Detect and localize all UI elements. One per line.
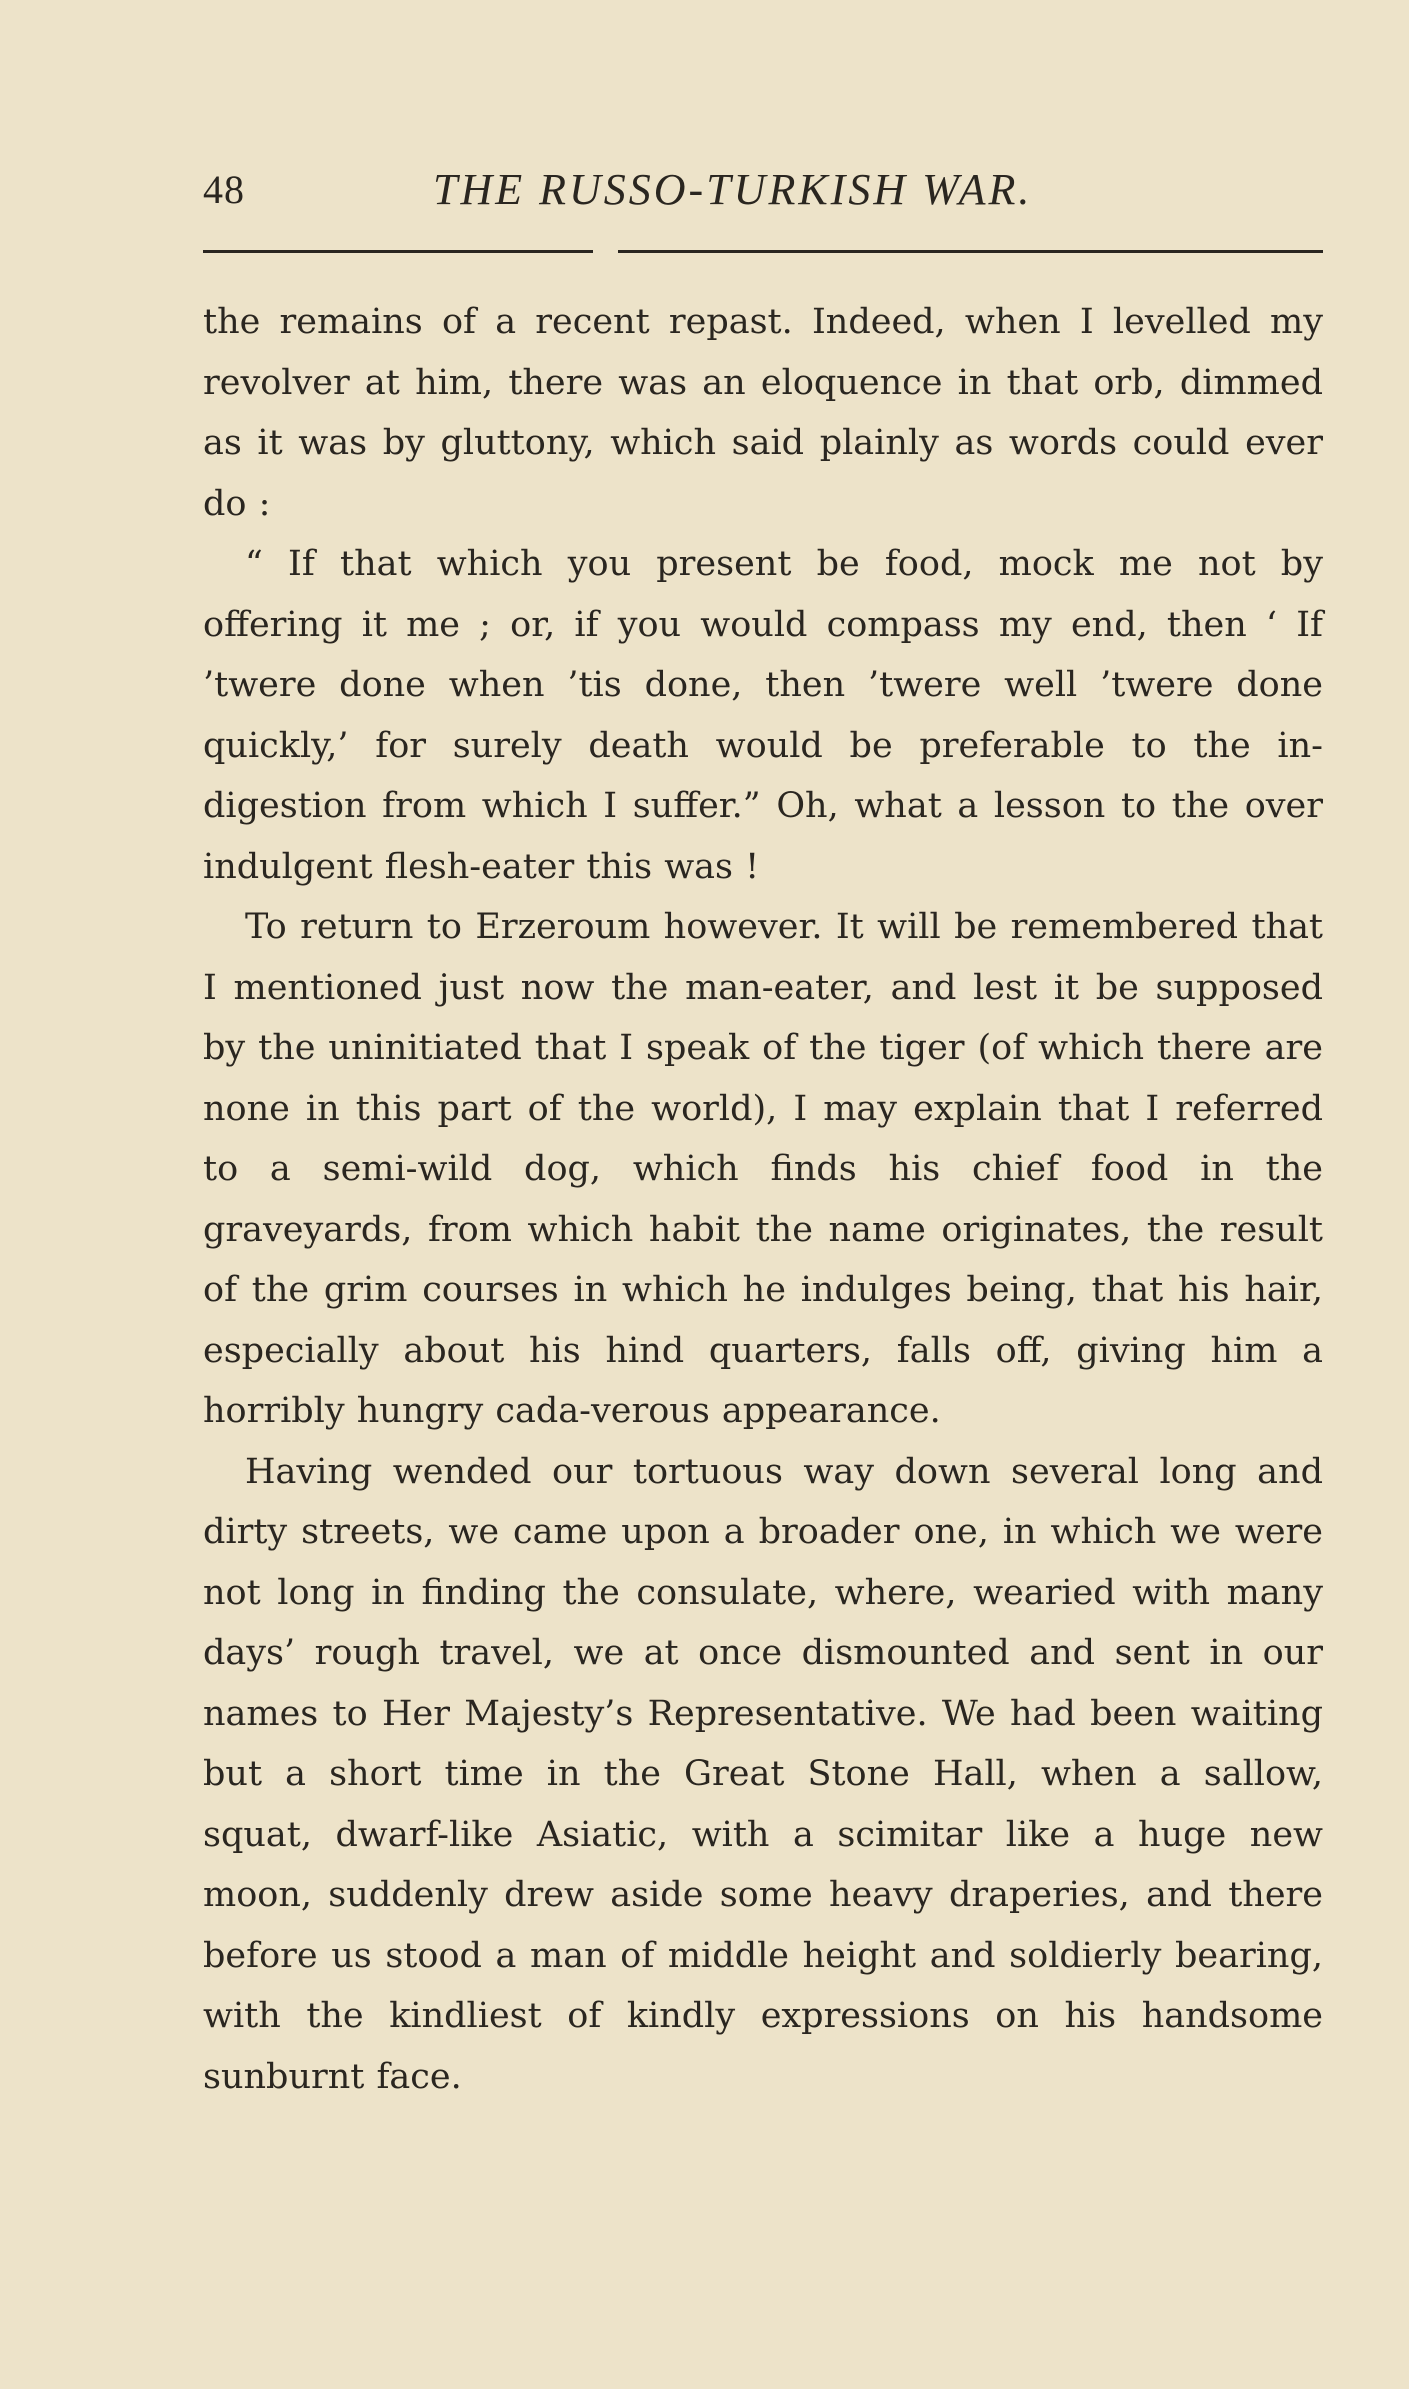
running-title: THE RUSSO-TURKISH WAR. [433,165,1033,214]
header-rule-right [618,250,1323,253]
paragraph-2: “ If that which you present be food, mock me not by offering it me ; or, if you would compass my end, then ‘ If ’twere done when ’tis done, then ’twere well ’twere done quickly,’ for surely death would be preferable to the in-digestion from which I suffer.” Oh, what a lesson to the over indulgent flesh-eater this was ! [203,544,1323,887]
paragraph-1: the remains of a recent repast. Indeed, when I levelled my revolver at him, there was an eloquence in that orb, dimmed as it was by gluttony, which said plainly as words could ever do : [203,302,1323,524]
paragraph-4: Having wended our tortuous way down several long and dirty streets, we came upon a broader one, in which we were not long in finding the consulate, where, wearied with many days’ rough travel, we at once dismounted and sent in our names to Her Majesty’s Representative. We had been waiting but a short time in the Great Stone Hall, when a sallow, squat, dwarf-like Asiatic, with a scimitar like a huge new moon, suddenly drew aside some heavy draperies, and there before us stood a man of middle height and soldierly bearing, with the kindliest of kindly expressions on his handsome sunburnt face. [203,1451,1323,2097]
page-header [203,160,1323,220]
page-number: 48 [203,167,245,212]
header-rule-left [203,250,593,253]
body-text [203,292,1323,2107]
paragraph-3: To return to Erzeroum however. It will be remembered that I mentioned just now the man-eater, and lest it be supposed by the uninitiated that I speak of the tiger (of which there are none in this part of the world), I may explain that I referred to a semi-wild dog, which finds his chief food in the graveyards, from which habit the name originates, the result of the grim courses in which he indulges being, that his hair, especially about his hind quarters, falls off, giving him a horribly hungry cada-verous appearance. [203,907,1323,1431]
